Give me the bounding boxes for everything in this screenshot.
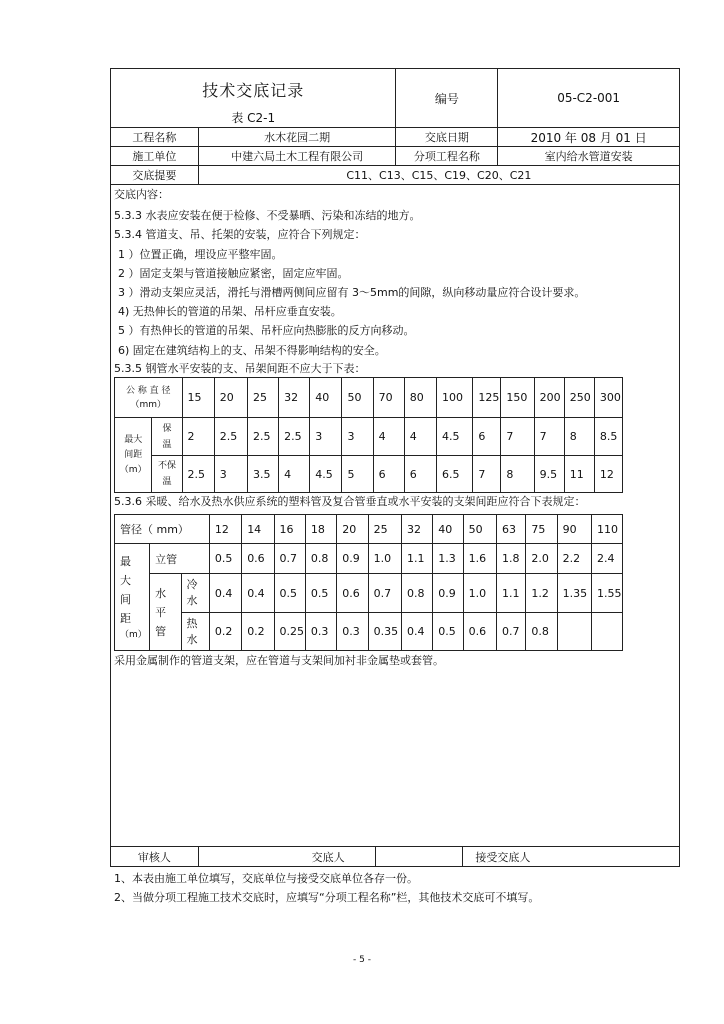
- table-cell: 3: [214, 456, 247, 493]
- table-cell: 0.6: [337, 574, 368, 613]
- cold-water-label: 冷 水: [181, 574, 209, 613]
- discloser-label: 交底人: [198, 847, 375, 867]
- table-cell: 0.7: [368, 574, 401, 613]
- table-cell: 1.55: [592, 574, 623, 613]
- table-cell: 9.5: [534, 456, 564, 493]
- receiver-label: 接受交底人: [463, 847, 680, 867]
- table-cell: 12: [594, 456, 622, 493]
- sub-project-value: 室内给水管道安装: [498, 147, 680, 166]
- table-cell: 63: [497, 515, 526, 544]
- content-line: 1 ）位置正确，埋设应平整牢固。: [118, 248, 283, 261]
- signature-row: [110, 846, 680, 867]
- table-number: 表 C2-1: [231, 111, 276, 125]
- table-cell: [592, 613, 623, 651]
- table-cell: 0.2: [242, 613, 274, 651]
- content-line: 6) 固定在建筑结构上的支、吊架不得影响结构的安全。: [118, 344, 386, 357]
- table-cell: 0.7: [274, 544, 305, 574]
- table-cell: 0.3: [337, 613, 368, 651]
- table-cell: 0.25: [274, 613, 305, 651]
- diameter-header: 公 称 直 径 （mm）: [115, 378, 183, 418]
- form-title: 技术交底记录: [202, 81, 305, 100]
- project-name-value: 水木花园二期: [198, 128, 396, 147]
- diameter-header: 管径（ mm）: [115, 515, 210, 544]
- max-spacing-label: 最 大 间 距 （m）: [115, 544, 150, 651]
- header-table: [110, 68, 680, 185]
- table-cell: 20: [337, 515, 368, 544]
- table-cell: 4.5: [310, 456, 342, 493]
- title-cell: [111, 69, 396, 128]
- table-cell: 100: [436, 378, 472, 418]
- table-cell: 4.5: [436, 418, 472, 456]
- table-cell: 1.6: [463, 544, 496, 574]
- table-cell: 7: [534, 418, 564, 456]
- table-cell: 0.6: [242, 544, 274, 574]
- date-value: 2010 年 08 月 01 日: [498, 128, 680, 147]
- table-cell: 0.4: [209, 574, 241, 613]
- date-label: 交底日期: [396, 128, 498, 147]
- content-line: 5.3.4 管道支、吊、托架的安装，应符合下列规定：: [114, 228, 366, 241]
- table-cell: 0.9: [337, 544, 368, 574]
- table-cell: 18: [305, 515, 336, 544]
- plastic-pipe-spacing-table: [114, 514, 623, 651]
- table-cell: 0.5: [433, 613, 463, 651]
- content-line: 3 ）滑动支架应灵活，滑托与滑槽两侧间应留有 3～5mm的间隙，纵向移动量应符合设计要求。: [118, 286, 586, 299]
- summary-label: 交底提要: [111, 166, 199, 185]
- table-cell: 25: [368, 515, 401, 544]
- table-cell: 125: [473, 378, 501, 418]
- table-cell: 14: [242, 515, 274, 544]
- table-cell: 1.0: [463, 574, 496, 613]
- hot-water-label: 热 水: [181, 613, 209, 651]
- table-cell: 1.1: [401, 544, 432, 574]
- content-line: 5.3.3 水表应安装在便于检修、不受暴晒、污染和冻结的地方。: [114, 209, 421, 222]
- table-cell: 2.0: [526, 544, 557, 574]
- table-cell: 110: [592, 515, 623, 544]
- table-cell: 2.5: [247, 418, 278, 456]
- table-cell: 25: [247, 378, 278, 418]
- table-cell: 0.6: [463, 613, 496, 651]
- table-cell: 2: [182, 418, 214, 456]
- table-cell: 1.2: [526, 574, 557, 613]
- table-cell: 1.35: [557, 574, 591, 613]
- table-cell: 0.8: [526, 613, 557, 651]
- table-cell: 70: [373, 378, 404, 418]
- table-cell: 3: [342, 418, 373, 456]
- table-cell: 2.5: [279, 418, 310, 456]
- table-cell: 20: [214, 378, 247, 418]
- table-cell: 8: [501, 456, 534, 493]
- page-number: - 5 -: [353, 955, 371, 965]
- content-line: 4) 无热伸长的管道的吊架、吊杆应垂直安装。: [118, 305, 342, 318]
- vertical-pipe-label: 立管: [150, 544, 210, 574]
- table-cell: 40: [310, 378, 342, 418]
- table-cell: 0.8: [401, 574, 432, 613]
- table-cell: 0.4: [242, 574, 274, 613]
- table-cell: 0.9: [433, 574, 463, 613]
- construction-unit-value: 中建六局土木工程有限公司: [198, 147, 396, 166]
- table-cell: 16: [274, 515, 305, 544]
- table-cell: 8.5: [594, 418, 622, 456]
- table-cell: 0.35: [368, 613, 401, 651]
- table-cell: 6: [404, 456, 436, 493]
- steel-pipe-spacing-table: [114, 377, 623, 493]
- table-cell: 4: [404, 418, 436, 456]
- footer-note: 1、本表由施工单位填写，交底单位与接受交底单位各存一份。: [114, 872, 418, 885]
- table-cell: 2.5: [182, 456, 214, 493]
- table-cell: 80: [404, 378, 436, 418]
- table-cell: 75: [526, 515, 557, 544]
- table2-caption: 5.3.6 采暖、给水及热水供应系统的塑料管及复合管垂直或水平安装的支架间距应符合下表规定：: [114, 495, 586, 508]
- table-cell: 12: [209, 515, 241, 544]
- uninsulated-label: 不保 温: [152, 456, 182, 493]
- number-label: 编号: [396, 69, 498, 128]
- table-cell: 40: [433, 515, 463, 544]
- table-cell: 0.8: [305, 544, 336, 574]
- table-cell: 5: [342, 456, 373, 493]
- table-cell: 0.7: [497, 613, 526, 651]
- project-name-label: 工程名称: [111, 128, 199, 147]
- discloser-signature: [375, 847, 463, 867]
- table-cell: 200: [534, 378, 564, 418]
- table-cell: 32: [401, 515, 432, 544]
- table-cell: [557, 613, 591, 651]
- table-cell: 0.5: [209, 544, 241, 574]
- content-note: 采用金属制作的管道支架，应在管道与支架间加衬非金属垫或套管。: [114, 654, 444, 667]
- table-cell: 11: [564, 456, 594, 493]
- table-cell: 6: [473, 418, 501, 456]
- table-cell: 50: [463, 515, 496, 544]
- table-cell: 90: [557, 515, 591, 544]
- table-cell: 300: [594, 378, 622, 418]
- content-heading: 交底内容：: [114, 188, 169, 201]
- table-cell: 1.0: [368, 544, 401, 574]
- table-cell: 4: [279, 456, 310, 493]
- footer-note: 2、当做分项工程施工技术交底时，应填写“分项工程名称”栏，其他技术交底可不填写。: [114, 891, 540, 904]
- number-value: 05-C2-001: [498, 69, 680, 128]
- table-cell: 8: [564, 418, 594, 456]
- content-line: 5 ）有热伸长的管道的吊架、吊杆应向热膨胀的反方向移动。: [118, 324, 415, 337]
- horizontal-pipe-label: 水 平 管: [150, 574, 181, 651]
- table-cell: 6.5: [436, 456, 472, 493]
- table-cell: 0.5: [305, 574, 336, 613]
- table-cell: 3.5: [247, 456, 278, 493]
- insulated-label: 保 温: [152, 418, 182, 456]
- reviewer-label: 审核人: [111, 847, 199, 867]
- table-cell: 50: [342, 378, 373, 418]
- table-cell: 6: [373, 456, 404, 493]
- table-cell: 1.3: [433, 544, 463, 574]
- sub-project-label: 分项工程名称: [396, 147, 498, 166]
- table-cell: 150: [501, 378, 534, 418]
- summary-value: C11、C13、C15、C19、C20、C21: [198, 166, 679, 185]
- table-cell: 7: [501, 418, 534, 456]
- table-cell: 2.2: [557, 544, 591, 574]
- table-cell: 0.5: [274, 574, 305, 613]
- table-cell: 3: [310, 418, 342, 456]
- table-cell: 15: [182, 378, 214, 418]
- table-cell: 32: [279, 378, 310, 418]
- table-cell: 4: [373, 418, 404, 456]
- table-cell: 1.8: [497, 544, 526, 574]
- table-cell: 0.2: [209, 613, 241, 651]
- table-cell: 0.4: [401, 613, 432, 651]
- content-line: 2 ）固定支架与管道接触应紧密，固定应牢固。: [118, 267, 349, 280]
- construction-unit-label: 施工单位: [111, 147, 199, 166]
- table-cell: 2.4: [592, 544, 623, 574]
- table-cell: 0.3: [305, 613, 336, 651]
- table-cell: 7: [473, 456, 501, 493]
- table1-caption: 5.3.5 钢管水平安装的支、吊架间距不应大于下表：: [114, 362, 366, 375]
- table-cell: 250: [564, 378, 594, 418]
- table-cell: 2.5: [214, 418, 247, 456]
- max-spacing-label: 最大 间距 （m）: [115, 418, 152, 493]
- table-cell: 1.1: [497, 574, 526, 613]
